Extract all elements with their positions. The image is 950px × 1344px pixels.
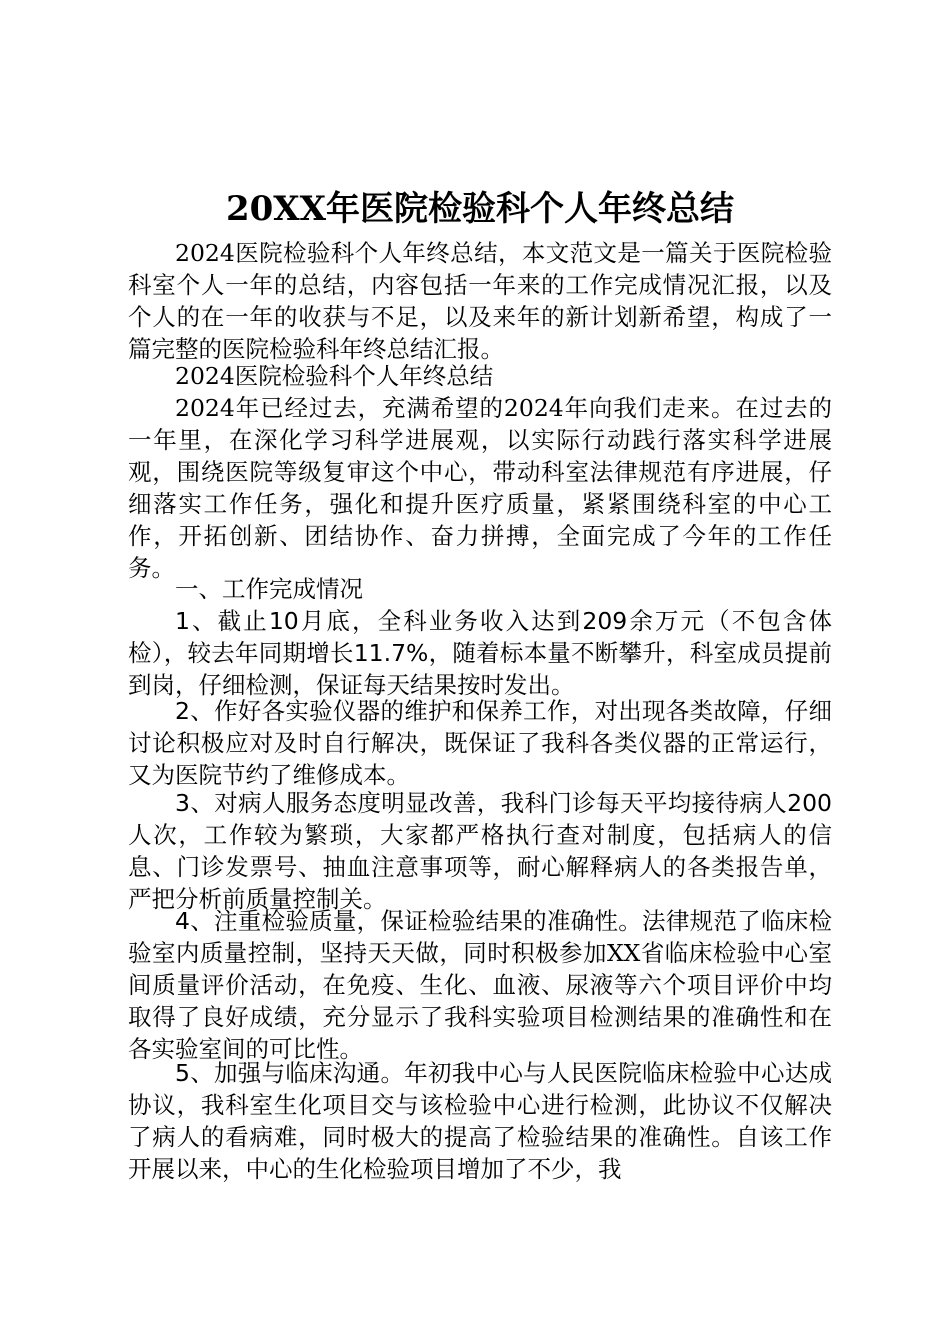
list-item-3: 3、对病人服务态度明显改善，我科门诊每天平均接待病人200人次，工作较为繁琐，大家都严格执行查对制度，包括病人的信息、门诊发票号、抽血注意事项等，耐心解释病人的各类报告单，严把分析前质量控制关。 (128, 789, 832, 913)
list-item-5-heading: 5、加强与临床沟通。 (175, 1059, 405, 1087)
list-item-5-body: 年初我中心与人民医院临床检验中心达成协议，我科室生化项目交与该检验中心进行检测，此协议不仅解决了病人的看病难，同时极大的提高了检验结果的准确性。自该工作开展以来，中心的生化检验项目增加了不少，我 (128, 1059, 833, 1183)
list-item-5 (128, 1057, 832, 1185)
list-item-4 (128, 905, 832, 1065)
opening-paragraph: 2024年已经过去，充满希望的2024年向我们走来。在过去的一年里，在深化学习科学进展观，以实际行动践行落实科学进展观，围绕医院等级复审这个中心，带动科室法律规范有序进展，仔细落实工作任务，强化和提升医疗质量，紧紧围绕科室的中心工作，开拓创新、团结协作、奋力拼搏，全面完成了今年的工作任务。 (128, 394, 832, 582)
list-item-1: 1、截止10月底，全科业务收入达到209余万元（不包含体检），较去年同期增长11.7%，随着标本量不断攀升，科室成员提前到岗，仔细检测，保证每天结果按时发出。 (128, 607, 832, 699)
subtitle-paragraph: 2024医院检验科个人年终总结 (175, 362, 494, 390)
section-heading-work-completion: 一、工作完成情况 (175, 575, 363, 603)
document-title: 20XX年医院检验科个人年终总结 (225, 189, 735, 229)
list-item-4-heading: 4、注重检验质量，保证检验结果的准确性。 (175, 907, 643, 935)
intro-paragraph: 2024医院检验科个人年终总结，本文范文是一篇关于医院检验科室个人一年的总结，内容包括一年来的工作完成情况汇报，以及个人的在一年的收获与不足，以及来年的新计划新希望，构成了一篇完整的医院检验科年终总结汇报。 (128, 239, 832, 363)
list-item-2: 2、作好各实验仪器的维护和保养工作，对出现各类故障，仔细讨论积极应对及时自行解决，既保证了我科各类仪器的正常运行，又为医院节约了维修成本。 (128, 697, 832, 789)
list-item-4-body: 法律规范了临床检验室内质量控制，坚持天天做，同时积极参加XX省临床检验中心室间质量评价活动，在免疫、生化、血液、尿液等六个项目评价中均取得了良好成绩，充分显示了我科实验项目检测结果的准确性和在各实验室间的可比性。 (128, 907, 833, 1063)
